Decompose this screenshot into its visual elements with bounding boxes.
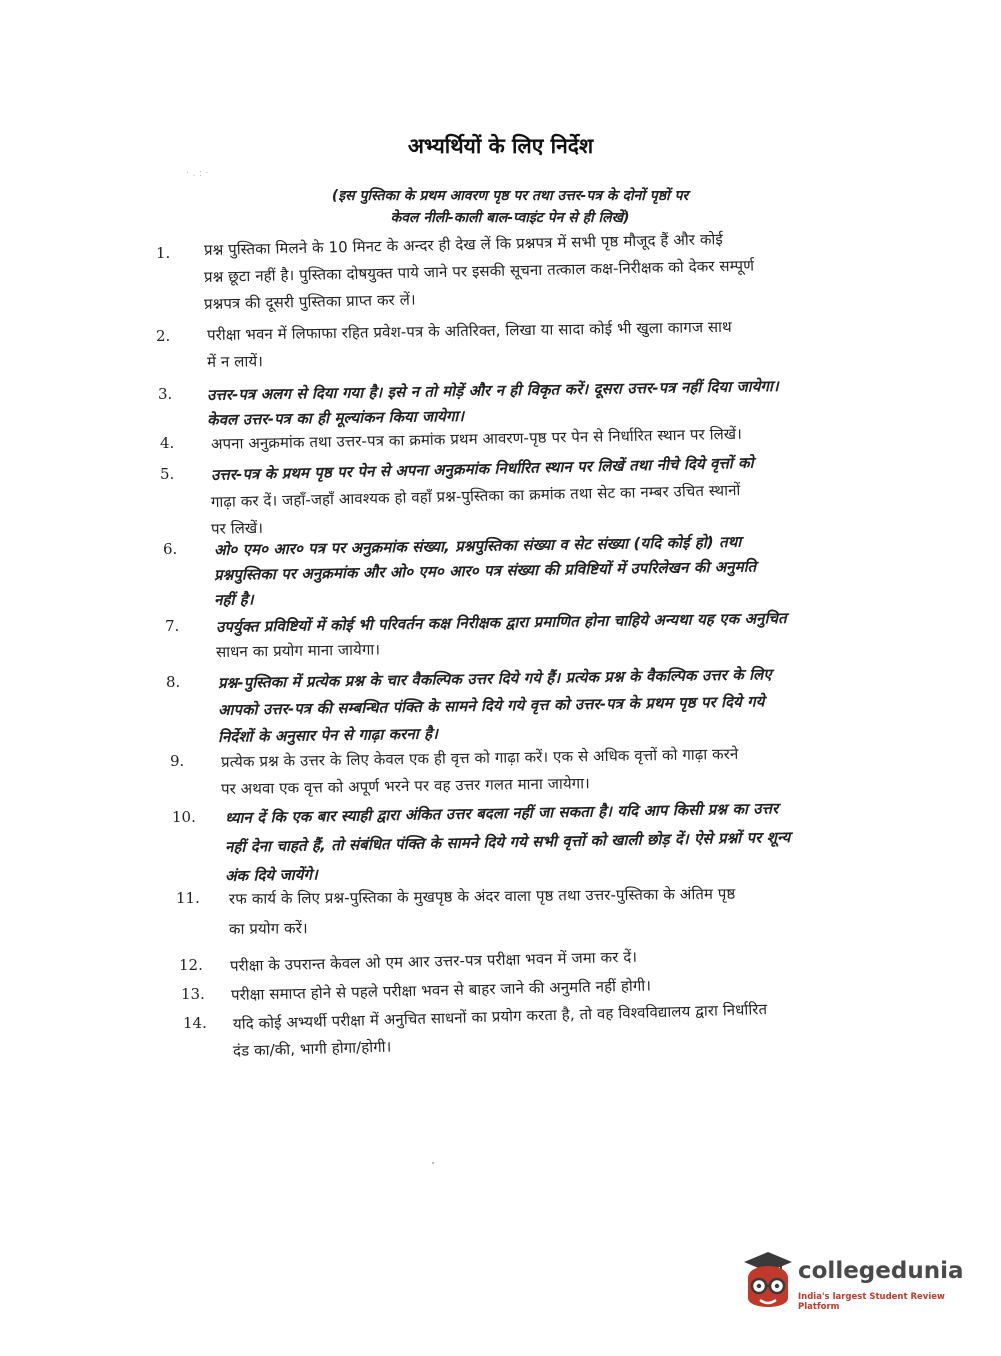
item-text-line: ओ० एम० आर० पत्र पर अनुक्रमांक संख्या, प्रश्नपुस्तिका संख्या व सेट संख्या (यदि कोई हो) तथा: [213, 532, 742, 559]
item-number: 13.: [181, 985, 205, 1003]
item-number: 14.: [183, 1014, 207, 1032]
item-text-line: केवल उत्तर-पत्र का ही मूल्यांकन किया जायेगा।: [206, 406, 465, 429]
item-text-line: प्रश्नपुस्तिका पर अनुक्रमांक और ओ० एम० आर० पत्र संख्या की प्रविष्टियों में उपरिलेखन की अनुमति: [213, 557, 757, 584]
item-number: 2.: [156, 327, 171, 345]
page-title: अभ्यर्थियों के लिए निर्देश: [407, 133, 594, 158]
item-text-line: प्रश्नपत्र की दूसरी पुस्तिका प्राप्त कर लें।: [203, 290, 416, 313]
subtitle-line-1: (इस पुस्तिका के प्रथम आवरण पृष्ठ पर तथा उत्तर-पत्र के दोनों पृष्ठों पर: [331, 188, 689, 204]
item-text-line: अंक दिये जायेंगे।: [224, 865, 318, 885]
item-text-line: उत्तर-पत्र के प्रथम पृष्ठ पर पेन से अपना अनुक्रमांक निर्धारित स्थान पर लिखें तथा नीचे दिये वृत्तों को: [210, 453, 754, 484]
item-number: 10.: [172, 808, 196, 826]
item-text-line: निर्देशों के अनुसार पेन से गाढ़ा करना है।: [217, 724, 439, 746]
item-text-line: गाढ़ा कर दें। जहाँ-जहाँ आवश्यक हो वहाँ प्रश्न-पुस्तिका का क्रमांक तथा सेट का नम्बर उचित स्थानों: [210, 480, 741, 511]
item-number: 3.: [158, 385, 173, 403]
item-text-line: प्रत्येक प्रश्न के उत्तर के लिए केवल एक ही वृत्त को गाढ़ा करें। एक से अधिक वृत्तों को गाढ़ा करने: [220, 744, 739, 771]
item-text-line: साधन का प्रयोग माना जायेगा।: [215, 640, 381, 661]
item-text-line: नहीं है।: [213, 590, 254, 609]
item-number: 7.: [165, 617, 180, 635]
item-text-line: ध्यान दें कि एक बार स्याही द्वारा अंकित उत्तर बदला नहीं जा सकता है। यदि आप किसी प्रश्न का उत्तर: [224, 799, 779, 827]
scan-mark: · . : ·: [186, 168, 209, 179]
item-text-line: का प्रयोग करें।: [228, 919, 308, 938]
item-text-line: प्रश्न-पुस्तिका में प्रत्येक प्रश्न के चार वैकल्पिक उत्तर दिये गये हैं। प्रत्येक प्रश्न के वैकल्पिक उत्तर के लिए: [217, 665, 772, 692]
item-text-line: उपर्युक्त प्रविष्टियों में कोई भी परिवर्तन कक्ष निरीक्षक द्वारा प्रमाणित होना चाहिये अन्यथा यह एक अनुचित: [215, 609, 787, 636]
item-number: 8.: [166, 673, 181, 691]
item-number: 6.: [163, 540, 178, 558]
item-number: 5.: [160, 465, 175, 483]
item-text-line: परीक्षा समाप्त होने से पहले परीक्षा भवन से बाहर जाने की अनुमति नहीं होगी।: [230, 976, 652, 1004]
item-number: 9.: [170, 752, 185, 770]
item-number: 11.: [176, 889, 200, 907]
item-text-line: परीक्षा के उपरान्त केवल ओ एम आर उत्तर-पत्र परीक्षा भवन में जमा कर दें।: [229, 947, 638, 975]
item-text-line: पर लिखें।: [210, 518, 264, 538]
item-text-line: परीक्षा भवन में लिफाफा रहित प्रवेश-पत्र के अतिरिक्त, लिखा या सादा कोई भी खुला कागज साथ: [206, 317, 732, 344]
item-text-line: दंड का/की, भागी होगा/होगी।: [232, 1037, 392, 1060]
item-text-line: उत्तर-पत्र अलग से दिया गया है। इसे न तो मोड़ें और न ही विकृत करें। दूसरा उत्तर-पत्र नहीं दिया जायेगा।: [206, 377, 779, 404]
scan-dot: [432, 1162, 434, 1164]
item-text-line: यदि कोई अभ्यर्थी परीक्षा में अनुचित साधनों का प्रयोग करता है, तो वह विश्वविद्यालय द्वारा निर्धारित: [232, 1000, 768, 1033]
subtitle-line-2: केवल नीली-काली बाल-प्वाइंट पेन से ही लिखें): [390, 210, 630, 226]
item-text-line: में न लायें।: [206, 352, 264, 371]
item-text-line: प्रश्न पुस्तिका मिलने के 10 मिनट के अन्दर ही देख लें कि प्रश्नपत्र में सभी पृष्ठ मौजूद हैं और कोई: [203, 230, 724, 259]
item-text-line: रफ कार्य के लिए प्रश्न-पुस्तिका के मुखपृष्ठ के अंदर वाला पृष्ठ तथा उत्तर-पुस्तिका के अंतिम पृष्ठ: [228, 884, 736, 908]
item-text-line: अपना अनुक्रमांक तथा उत्तर-पत्र का क्रमांक प्रथम आवरण-पृष्ठ पर पेन से निर्धारित स्थान पर लिखें।: [210, 424, 743, 453]
logo-tagline: India's largest Student Review Platform: [798, 1292, 945, 1312]
item-text-line: प्रश्न छूटा नहीं है। पुस्तिका दोषयुक्त पाये जाने पर इसकी सूचना तत्काल कक्ष-निरीक्षक को देकर सम्पूर्ण: [203, 256, 755, 286]
item-number: 1.: [156, 244, 171, 262]
item-text-line: पर अथवा एक वृत्त को अपूर्ण भरने पर वह उत्तर गलत माना जायेगा।: [220, 774, 591, 798]
item-number: 4.: [160, 434, 175, 452]
collegedunia-logo: [740, 1248, 970, 1318]
item-number: 12.: [179, 956, 203, 974]
item-text-line: नहीं देना चाहते हैं, तो संबंधित पंक्ति के सामने दिये गये सभी वृत्तों को खाली छोड़ दें। ऐसे प्रश्नों पर शून्य: [224, 828, 791, 856]
logo-name: collegedunia: [798, 1258, 964, 1284]
mascot-icon: [740, 1248, 796, 1318]
item-text-line: आपको उत्तर-पत्र की सम्बन्धित पंक्ति के सामने दिये गये वृत्त को उत्तर-पत्र के प्रथम पृष्ठ पर दिये गये: [217, 692, 765, 719]
